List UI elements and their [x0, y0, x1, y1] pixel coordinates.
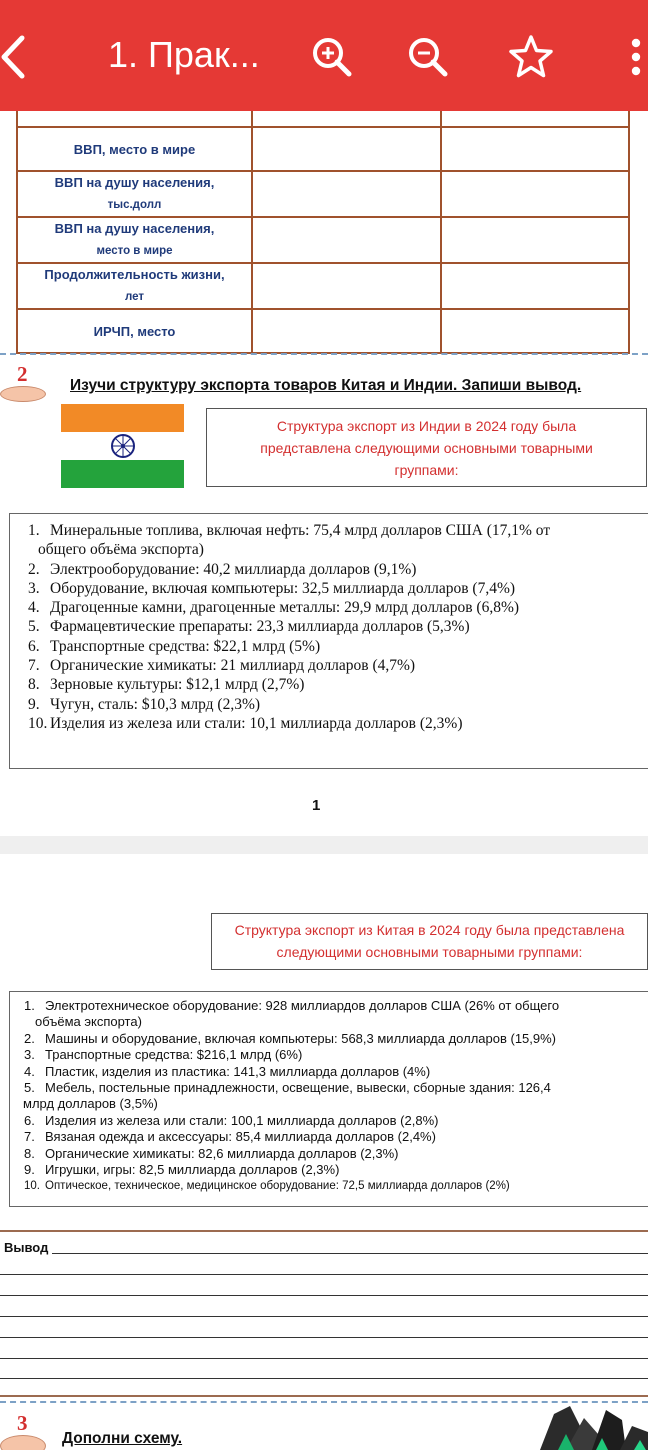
- table-cell: [252, 309, 441, 353]
- table-row: [17, 127, 629, 171]
- table-cell: [252, 127, 441, 171]
- table-row-label: Продолжительность жизни, лет: [17, 263, 252, 309]
- table-row-label: ВВП, место в мире: [17, 127, 252, 171]
- list-item: 7. Органические химикаты: 21 миллиард долларов (4,7%): [28, 657, 416, 675]
- india-caption-box: Структура экспорт из Индии в 2024 году была представлена следующими основными товарными группами:: [206, 408, 647, 487]
- badge-disc-icon: [0, 1435, 46, 1450]
- list-item: 6. Транспортные средства: $22,1 млрд (5%): [28, 637, 321, 655]
- list-item: 5. Мебель, постельные принадлежности, освещение, вывески, сборные здания: 126,4 млрд долларов (3,5%): [23, 1080, 551, 1112]
- table-row: [17, 217, 629, 263]
- answer-line[interactable]: [52, 1253, 648, 1254]
- list-item: 5. Фармацевтические препараты: 23,3 миллиарда долларов (5,3%): [28, 618, 470, 636]
- list-item: 8. Органические химикаты: 82,6 миллиарда долларов (2,3%): [24, 1145, 399, 1161]
- answer-line[interactable]: [0, 1274, 648, 1275]
- section-divider: [0, 1395, 648, 1397]
- document-page-1: ВВП, место в мире ВВП на душу населения, тыс.долл ВВП на душу населения, место в мире Продолжительность жизни, лет ИРЧП, место 2 Изучи структуру экспорта товаров Китая и Индии. Запиши вывод. Структура экспорт из Индии в 2024 году была представлена следующими основными товарными группами: 1. Минеральные топлива, включая нефть: 75,4 млрд долларов США (17,1% от общего объёма экспорта) 2. Электрооборудование: 40,2 миллиарда долларов (9,1%) 3. Оборудование, включая компьютеры: 32,5 миллиарда долларов (7,4%) 4. Драгоценные камни, драгоценные металлы: 29,9 млрд долларов (6,8%) 5. Фармацевтические препараты: 23,3 миллиарда долларов (5,3%) 6. Транспортные средства: $22,1 млрд (5%) 7. Органические химикаты: 21 миллиард долларов (4,7%) 8. Зерновые культуры: $12,1 млрд (2,7%) 9. Чугун, сталь: $10,3 млрд (2,3%) 10. Изделия из железа или стали: 10,1 миллиарда долларов (2,3%) 1: [0, 111, 648, 836]
- section-divider-dashed: [0, 1401, 648, 1403]
- list-item: 9. Чугун, сталь: $10,3 млрд (2,3%): [28, 695, 261, 713]
- list-item: 7. Вязаная одежда и аксессуары: 85,4 миллиарда долларов (2,4%): [24, 1129, 436, 1145]
- page-number: 1: [312, 797, 321, 814]
- list-item: 1. Электротехническое оборудование: 928 миллиардов долларов США (26% от общего объёма экспорта): [24, 998, 560, 1030]
- table-row: [17, 263, 629, 309]
- list-item: 6. Изделия из железа или стали: 100,1 миллиарда долларов (2,8%): [24, 1112, 439, 1128]
- conclusion-label: Вывод: [4, 1240, 49, 1255]
- section-divider: [0, 353, 648, 355]
- task-title: Дополни схему.: [62, 1430, 183, 1447]
- crystals-illustration-icon: [536, 1404, 648, 1450]
- table-cell: [441, 309, 630, 353]
- table-row-label: ИРЧП, место: [17, 309, 252, 353]
- answer-line[interactable]: [0, 1316, 648, 1317]
- star-icon[interactable]: [508, 34, 554, 80]
- list-item: 2. Машины и оборудование, включая компьютеры: 568,3 миллиарда долларов (15,9%): [24, 1030, 557, 1046]
- table-cell: [252, 263, 441, 309]
- answer-line[interactable]: [0, 1295, 648, 1296]
- answer-line[interactable]: [0, 1337, 648, 1338]
- table-cell: [441, 171, 630, 217]
- back-arrow-icon[interactable]: [0, 32, 44, 82]
- more-vertical-icon[interactable]: [616, 34, 646, 80]
- china-caption-box: Структура экспорт из Китая в 2024 году была представлена следующими основными товарными группами:: [211, 913, 648, 970]
- page-gap: [0, 836, 648, 854]
- list-item: 3. Оборудование, включая компьютеры: 32,5 миллиарда долларов (7,4%): [28, 579, 516, 597]
- section-divider: [0, 1230, 648, 1232]
- table-cell: [252, 171, 441, 217]
- table-row: [17, 171, 629, 217]
- list-item: 9. Игрушки, игры: 82,5 миллиарда долларов (2,3%): [24, 1162, 340, 1178]
- document-title: 1. Прак...: [108, 34, 260, 75]
- badge-disc-icon: [0, 386, 46, 402]
- list-item: 3. Транспортные средства: $216,1 млрд (6%): [24, 1047, 303, 1063]
- table-cell: [252, 217, 441, 263]
- list-item: 2. Электрооборудование: 40,2 миллиарда долларов (9,1%): [28, 560, 417, 578]
- india-export-list: [9, 513, 648, 769]
- list-item: 10. Изделия из железа или стали: 10,1 миллиарда долларов (2,3%): [28, 714, 463, 732]
- china-export-list: [9, 991, 648, 1207]
- zoom-out-icon[interactable]: [405, 34, 451, 80]
- task-title: Изучи структуру экспорта товаров Китая и Индии. Запиши вывод.: [70, 377, 582, 394]
- document-page-2: Структура экспорт из Китая в 2024 году была представлена следующими основными товарными группами: 1. Электротехническое оборудование: 928 миллиардов долларов США (26% от общего объёма экспорта) 2. Машины и оборудование, включая компьютеры: 568,3 миллиарда долларов (15,9%) 3. Транспортные средства: $216,1 млрд (6%) 4. Пластик, изделия из пластика: 141,3 миллиарда долларов (4%) 5. Мебель, постельные принадлежности, освещение, вывески, сборные здания: 126,4 млрд долларов (3,5%) 6. Изделия из железа или стали: 100,1 миллиарда долларов (2,8%) 7. Вязаная одежда и аксессуары: 85,4 миллиарда долларов (2,4%) 8. Органические химикаты: 82,6 миллиарда долларов (2,3%) 9. Игрушки, игры: 82,5 миллиарда долларов (2,3%) 10. Оптическое, техническое, медицинское оборудование: 72,5 миллиарда долларов (2%) Вывод 3 Дополни схему.: [0, 854, 648, 1450]
- app-bar: [0, 0, 648, 111]
- table-cell: [441, 217, 630, 263]
- table-row-label: ВВП на душу населения, тыс.долл: [17, 171, 252, 217]
- list-item: 4. Пластик, изделия из пластика: 141,3 миллиарда долларов (4%): [24, 1063, 431, 1079]
- table-cell: [441, 127, 630, 171]
- indicators-table: [16, 111, 630, 354]
- list-item: 8. Зерновые культуры: $12,1 млрд (2,7%): [28, 676, 305, 694]
- answer-line[interactable]: [0, 1358, 648, 1359]
- table-row-label: ВВП на душу населения, место в мире: [17, 217, 252, 263]
- table-cell: [441, 263, 630, 309]
- list-item: 10. Оптическое, техническое, медицинское оборудование: 72,5 миллиарда долларов (2%): [24, 1180, 510, 1193]
- list-item: 4. Драгоценные камни, драгоценные металлы: 29,9 млрд долларов (6,8%): [28, 599, 520, 617]
- answer-line[interactable]: [0, 1378, 648, 1379]
- table-row: [17, 309, 629, 353]
- list-item: 1. Минеральные топлива, включая нефть: 75,4 млрд долларов США (17,1% от общего объёма экспорта): [28, 522, 551, 559]
- zoom-in-icon[interactable]: [309, 34, 355, 80]
- india-flag-icon: [61, 404, 184, 488]
